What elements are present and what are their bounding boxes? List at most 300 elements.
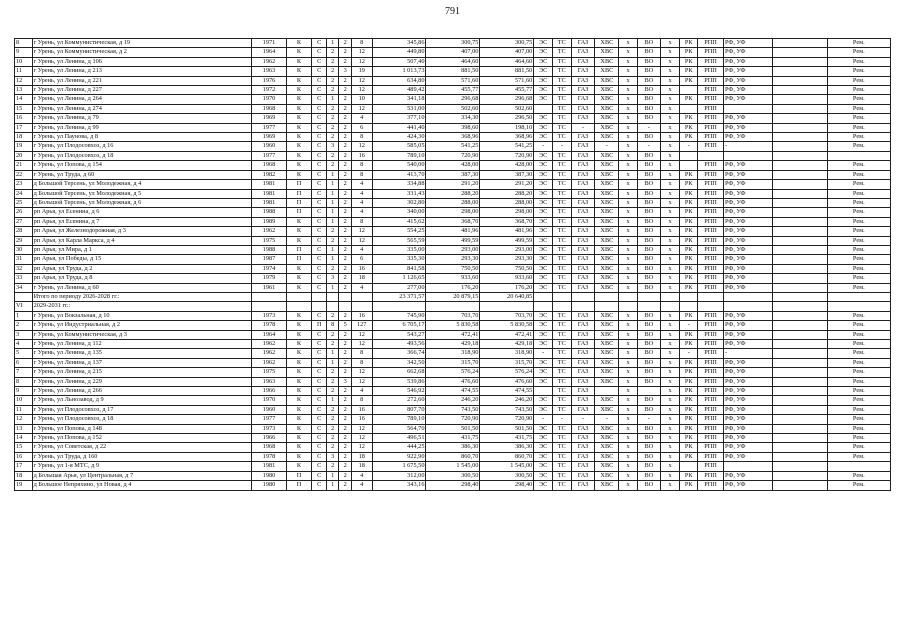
table-cell: ХВС — [595, 57, 619, 66]
table-cell: 2 — [326, 443, 338, 452]
table-cell: г Урень, ул Ленина, д 274 — [32, 104, 252, 113]
table-cell: РФ, УФ — [723, 358, 772, 367]
table-cell: С — [312, 264, 327, 273]
table-cell: 335,30 — [372, 255, 426, 264]
table-cell: х — [619, 377, 638, 386]
table-cell: ТС — [552, 227, 571, 236]
table-cell: х — [619, 95, 638, 104]
table-cell: ТС — [552, 95, 571, 104]
table-cell: 1 — [326, 396, 338, 405]
table-cell: П — [286, 189, 312, 198]
table-cell: 455,77 — [480, 86, 534, 95]
table-cell: 541,25 — [426, 142, 480, 151]
table-cell: 4 — [351, 387, 372, 396]
table-cell: 2 — [339, 217, 351, 226]
table-cell: 1970 — [252, 396, 286, 405]
table-cell: С — [312, 396, 327, 405]
table-cell: 474,55 — [426, 387, 480, 396]
table-cell: 12 — [351, 340, 372, 349]
table-cell: х — [660, 142, 680, 151]
table-cell: 2 — [339, 227, 351, 236]
table-cell: ЭС — [534, 161, 553, 170]
table-cell: 4 — [15, 340, 33, 349]
table-cell: ГАЗ — [571, 151, 595, 160]
table-cell: 335,00 — [372, 245, 426, 254]
table-cell: х — [660, 264, 680, 273]
table-cell: 703,70 — [480, 311, 534, 320]
table-cell: 12 — [351, 227, 372, 236]
table-cell: 2 — [339, 86, 351, 95]
table-cell — [372, 302, 426, 311]
table-row — [15, 377, 891, 386]
table-cell: ХВС — [595, 340, 619, 349]
table-cell: 2 — [339, 208, 351, 217]
table-cell: ХВС — [595, 349, 619, 358]
table-cell: ТС — [552, 368, 571, 377]
table-cell: х — [660, 415, 680, 424]
table-cell — [772, 340, 827, 349]
table-cell: С — [312, 471, 327, 480]
table-cell: Рем. — [827, 255, 890, 264]
table-cell: ХВС — [595, 114, 619, 123]
table-cell: ЭС — [534, 340, 553, 349]
table-cell: х — [660, 434, 680, 443]
table-cell: х — [660, 330, 680, 339]
table-cell: 368,70 — [426, 217, 480, 226]
table-cell: г Урень, ул Вокзальная, д 10 — [32, 311, 252, 320]
table-cell: РК — [680, 133, 698, 142]
table-cell: ТС — [552, 405, 571, 414]
table-cell: Рем. — [827, 311, 890, 320]
table-cell: 1977 — [252, 123, 286, 132]
table-cell: ГАЗ — [571, 180, 595, 189]
table-cell: х — [619, 217, 638, 226]
table-cell: ГАЗ — [571, 208, 595, 217]
table-cell: РПП — [698, 76, 724, 85]
table-row — [15, 292, 891, 301]
table-cell: - — [637, 142, 660, 151]
table-cell: 334,30 — [426, 114, 480, 123]
table-cell: 1975 — [252, 368, 286, 377]
table-cell: 377,10 — [372, 114, 426, 123]
table-cell: г Урень, ул Ленина, д 79 — [32, 114, 252, 123]
table-cell: 33 — [15, 274, 33, 283]
table-cell: - — [595, 142, 619, 151]
table-cell: д Большая Арья, ул Центральная, д 7 — [32, 471, 252, 480]
table-cell: ЭС — [534, 443, 553, 452]
table-cell: х — [660, 208, 680, 217]
table-cell: 19 — [15, 142, 33, 151]
table-cell: ТС — [552, 274, 571, 283]
table-cell — [351, 292, 372, 301]
table-cell: ВО — [637, 236, 660, 245]
table-cell: РК — [680, 217, 698, 226]
table-cell: 2029-2031 гг.: — [32, 302, 252, 311]
table-cell: К — [286, 415, 312, 424]
table-cell: 315,70 — [426, 358, 480, 367]
table-cell: 331,43 — [372, 189, 426, 198]
table-cell: РК — [680, 358, 698, 367]
table-cell: 571,60 — [426, 76, 480, 85]
table-cell: ВО — [637, 405, 660, 414]
table-cell: ХВС — [595, 424, 619, 433]
table-cell: ТС — [552, 330, 571, 339]
table-cell: х — [619, 358, 638, 367]
table-cell: - — [552, 142, 571, 151]
table-cell: РК — [680, 76, 698, 85]
table-cell — [723, 462, 772, 471]
table-cell: ХВС — [595, 462, 619, 471]
table-cell: 8 — [351, 349, 372, 358]
table-cell: РК — [680, 67, 698, 76]
table-cell: РПП — [698, 340, 724, 349]
table-row — [15, 170, 891, 179]
table-cell: РК — [680, 39, 698, 48]
table-cell: РПП — [698, 321, 724, 330]
table-cell: ГАЗ — [571, 462, 595, 471]
table-cell: 2 — [326, 340, 338, 349]
table-cell: ЭС — [534, 452, 553, 461]
table-cell: 21 — [15, 161, 33, 170]
table-cell: Рем. — [827, 245, 890, 254]
table-cell: ВО — [637, 133, 660, 142]
table-cell: Рем. — [827, 76, 890, 85]
table-cell: 2 — [326, 151, 338, 160]
table-cell: С — [312, 170, 327, 179]
table-cell: 12 — [351, 48, 372, 57]
table-cell — [286, 302, 312, 311]
table-cell: ГАЗ — [571, 161, 595, 170]
table-cell: К — [286, 452, 312, 461]
table-cell: К — [286, 311, 312, 320]
table-cell: х — [660, 424, 680, 433]
table-cell: РПП — [698, 264, 724, 273]
table-cell: ГАЗ — [571, 76, 595, 85]
table-cell: ЭС — [534, 471, 553, 480]
table-cell: 12 — [15, 76, 33, 85]
table-cell: ХВС — [595, 321, 619, 330]
table-cell — [772, 330, 827, 339]
table-cell: С — [312, 443, 327, 452]
table-cell: 476,60 — [480, 377, 534, 386]
table-cell: РФ, УФ — [723, 311, 772, 320]
table-row — [15, 114, 891, 123]
table-cell: ТС — [552, 245, 571, 254]
table-cell: С — [312, 104, 327, 113]
table-cell: 2 — [326, 48, 338, 57]
table-cell: ГАЗ — [571, 48, 595, 57]
table-cell: 8 — [351, 39, 372, 48]
table-cell: РК — [680, 95, 698, 104]
table-cell: г Урень, ул Ленина, д 60 — [32, 283, 252, 292]
table-cell: 17 — [15, 462, 33, 471]
table-cell: х — [619, 443, 638, 452]
table-cell: ЭС — [534, 39, 553, 48]
table-cell: К — [286, 396, 312, 405]
table-cell: 1968 — [252, 104, 286, 113]
table-cell: 1 — [326, 180, 338, 189]
table-cell: х — [660, 39, 680, 48]
table-cell: 476,60 — [426, 377, 480, 386]
table-cell: 2 — [339, 245, 351, 254]
table-cell: 1 013,73 — [372, 67, 426, 76]
table-cell: 20 879,15 — [426, 292, 480, 301]
table-cell — [772, 76, 827, 85]
table-cell: х — [619, 161, 638, 170]
table-cell — [723, 292, 772, 301]
table-cell: С — [312, 57, 327, 66]
table-cell: х — [619, 236, 638, 245]
table-cell: С — [312, 161, 327, 170]
table-cell: х — [660, 170, 680, 179]
table-cell: 368,96 — [426, 133, 480, 142]
table-cell: рп Арья, ул Карла Маркса, д 4 — [32, 236, 252, 245]
table-cell: ЭС — [534, 321, 553, 330]
table-cell: 2 — [339, 274, 351, 283]
table-cell — [772, 236, 827, 245]
table-cell: 481,96 — [426, 227, 480, 236]
table-cell: 368,70 — [480, 217, 534, 226]
table-cell: РФ, УФ — [723, 274, 772, 283]
table-cell — [680, 161, 698, 170]
table-cell: 489,42 — [372, 86, 426, 95]
table-cell: г Урень, ул Попова, д 152 — [32, 434, 252, 443]
table-cell — [772, 434, 827, 443]
table-cell: 318,90 — [426, 349, 480, 358]
table-cell: 3 — [339, 377, 351, 386]
table-cell: 6 — [15, 358, 33, 367]
table-cell: Рем. — [827, 236, 890, 245]
table-cell: 1980 — [252, 481, 286, 490]
table-cell: ГАЗ — [571, 95, 595, 104]
table-cell: рп Арья, ул Победы, д 15 — [32, 255, 252, 264]
table-cell: ГАЗ — [571, 133, 595, 142]
table-cell: 8 — [351, 170, 372, 179]
table-cell: ХВС — [595, 39, 619, 48]
table-cell: ЭС — [534, 76, 553, 85]
table-cell: 455,77 — [426, 86, 480, 95]
table-cell: П — [286, 245, 312, 254]
table-body — [15, 39, 891, 491]
table-cell: - — [723, 142, 772, 151]
table-cell: РФ, УФ — [723, 424, 772, 433]
table-cell: 342,50 — [372, 358, 426, 367]
table-cell: РПП — [698, 424, 724, 433]
table-cell: 546,92 — [372, 387, 426, 396]
table-cell: РПП — [698, 415, 724, 424]
table-cell: РПП — [698, 227, 724, 236]
table-cell: ВО — [637, 217, 660, 226]
table-cell: - — [571, 123, 595, 132]
table-cell — [772, 227, 827, 236]
table-cell: Рем. — [827, 264, 890, 273]
table-cell: 745,90 — [372, 311, 426, 320]
table-cell: РПП — [698, 133, 724, 142]
table-cell: РПП — [698, 481, 724, 490]
table-cell: ТС — [552, 151, 571, 160]
table-cell: РФ, УФ — [723, 330, 772, 339]
table-cell: 296,68 — [480, 95, 534, 104]
table-cell: РК — [680, 208, 698, 217]
table-cell: х — [660, 48, 680, 57]
table-cell: 481,96 — [480, 227, 534, 236]
table-cell: 1966 — [252, 387, 286, 396]
table-cell: ВО — [637, 264, 660, 273]
table-cell: 2 — [326, 114, 338, 123]
table-cell: ВО — [637, 227, 660, 236]
table-cell: х — [660, 311, 680, 320]
table-cell: РФ, УФ — [723, 396, 772, 405]
table-cell: С — [312, 217, 327, 226]
table-cell — [772, 151, 827, 160]
table-cell: 8 — [15, 377, 33, 386]
table-cell: 2 — [339, 151, 351, 160]
table-cell: К — [286, 217, 312, 226]
table-cell: х — [660, 283, 680, 292]
table-cell: ГАЗ — [571, 387, 595, 396]
table-cell: Рем. — [827, 161, 890, 170]
table-cell: К — [286, 86, 312, 95]
table-cell: РПП — [698, 471, 724, 480]
page-number: 791 — [445, 6, 460, 17]
table-cell: 2 — [326, 123, 338, 132]
table-cell: ГАЗ — [571, 67, 595, 76]
table-cell: рп Арья, ул Есенина, д 7 — [32, 217, 252, 226]
table-cell: РФ, УФ — [723, 415, 772, 424]
table-row — [15, 104, 891, 113]
table-cell: К — [286, 39, 312, 48]
table-cell: Рем. — [827, 123, 890, 132]
table-cell: ЭС — [534, 311, 553, 320]
table-cell — [772, 189, 827, 198]
table-cell: С — [312, 114, 327, 123]
table-cell: 318,90 — [480, 349, 534, 358]
table-cell: 366,74 — [372, 349, 426, 358]
table-cell — [772, 471, 827, 480]
table-cell: 2 — [326, 236, 338, 245]
table-cell: 341,18 — [372, 95, 426, 104]
table-cell: 293,30 — [480, 255, 534, 264]
table-cell: ТС — [552, 104, 571, 113]
table-cell: ХВС — [595, 86, 619, 95]
table-cell: П — [286, 208, 312, 217]
table-cell: К — [286, 405, 312, 414]
table-cell: 288,20 — [426, 189, 480, 198]
table-cell: рп Арья, ул Труда, д 8 — [32, 274, 252, 283]
table-cell: РК — [680, 415, 698, 424]
table-cell: х — [660, 151, 680, 160]
table-cell: ВО — [637, 57, 660, 66]
table-cell: ВО — [637, 255, 660, 264]
table-cell: х — [660, 405, 680, 414]
table-cell: РК — [680, 330, 698, 339]
table-cell: х — [619, 452, 638, 461]
table-cell: 1976 — [252, 76, 286, 85]
table-cell: ВО — [637, 443, 660, 452]
table-cell: ГАЗ — [571, 349, 595, 358]
table-cell: 291,20 — [426, 180, 480, 189]
table-cell: 12 — [351, 76, 372, 85]
table-cell — [772, 67, 827, 76]
table-cell: С — [312, 236, 327, 245]
table-cell: д Большое Непряхино, ул Новая, д 4 — [32, 481, 252, 490]
table-cell: 1969 — [252, 114, 286, 123]
table-cell: ГАЗ — [571, 358, 595, 367]
table-cell: С — [312, 245, 327, 254]
table-cell: РК — [680, 283, 698, 292]
table-cell: 288,00 — [480, 198, 534, 207]
table-cell: 12 — [351, 142, 372, 151]
table-cell: х — [619, 180, 638, 189]
table-cell — [772, 396, 827, 405]
table-cell — [637, 387, 660, 396]
table-cell: 415,62 — [372, 217, 426, 226]
table-cell: Рем. — [827, 198, 890, 207]
table-cell: ВО — [637, 151, 660, 160]
table-cell: 4 — [351, 245, 372, 254]
table-cell — [351, 302, 372, 311]
table-cell: 298,40 — [426, 481, 480, 490]
table-cell: 2 — [326, 264, 338, 273]
table-cell: 14 — [15, 95, 33, 104]
table-cell: Итого по периоду 2026-2028 гг.: — [32, 292, 252, 301]
table-cell: ГАЗ — [571, 452, 595, 461]
table-cell: 13 — [15, 424, 33, 433]
table-cell: ВО — [637, 104, 660, 113]
table-cell: ХВС — [595, 208, 619, 217]
table-cell: х — [619, 104, 638, 113]
table-cell — [772, 302, 827, 311]
table-row — [15, 227, 891, 236]
table-cell: 3 — [326, 274, 338, 283]
table-cell: г Урень, ул Плодосовхоз, д 17 — [32, 405, 252, 414]
table-cell: 1960 — [252, 405, 286, 414]
table-cell: ВО — [637, 396, 660, 405]
table-cell: х — [660, 123, 680, 132]
table-cell — [772, 405, 827, 414]
table-cell: 1977 — [252, 415, 286, 424]
table-cell: х — [619, 86, 638, 95]
table-row — [15, 283, 891, 292]
table-cell: 1981 — [252, 198, 286, 207]
table-cell: 3 — [15, 330, 33, 339]
table-cell: 1 — [326, 245, 338, 254]
table-cell: 2 — [326, 161, 338, 170]
table-cell: х — [660, 387, 680, 396]
table-cell: ХВС — [595, 358, 619, 367]
table-cell: г Урень, ул Коммунистическая, д 2 — [32, 48, 252, 57]
table-cell: Рем. — [827, 189, 890, 198]
table-cell: 431,75 — [480, 434, 534, 443]
table-cell — [680, 292, 698, 301]
table-cell: 407,00 — [426, 48, 480, 57]
table-cell: К — [286, 368, 312, 377]
table-cell: 1973 — [252, 424, 286, 433]
table-cell: х — [660, 76, 680, 85]
table-cell: ТС — [552, 48, 571, 57]
table-cell: 1988 — [252, 245, 286, 254]
table-cell: 13 — [15, 86, 33, 95]
table-cell: РФ, УФ — [723, 387, 772, 396]
table-cell: РПП — [698, 57, 724, 66]
table-cell: 4 — [351, 481, 372, 490]
table-row — [15, 462, 891, 471]
table-cell: РПП — [698, 104, 724, 113]
table-cell: 277,00 — [372, 283, 426, 292]
table-cell: 398,60 — [426, 123, 480, 132]
table-cell: К — [286, 340, 312, 349]
table-cell: С — [312, 123, 327, 132]
